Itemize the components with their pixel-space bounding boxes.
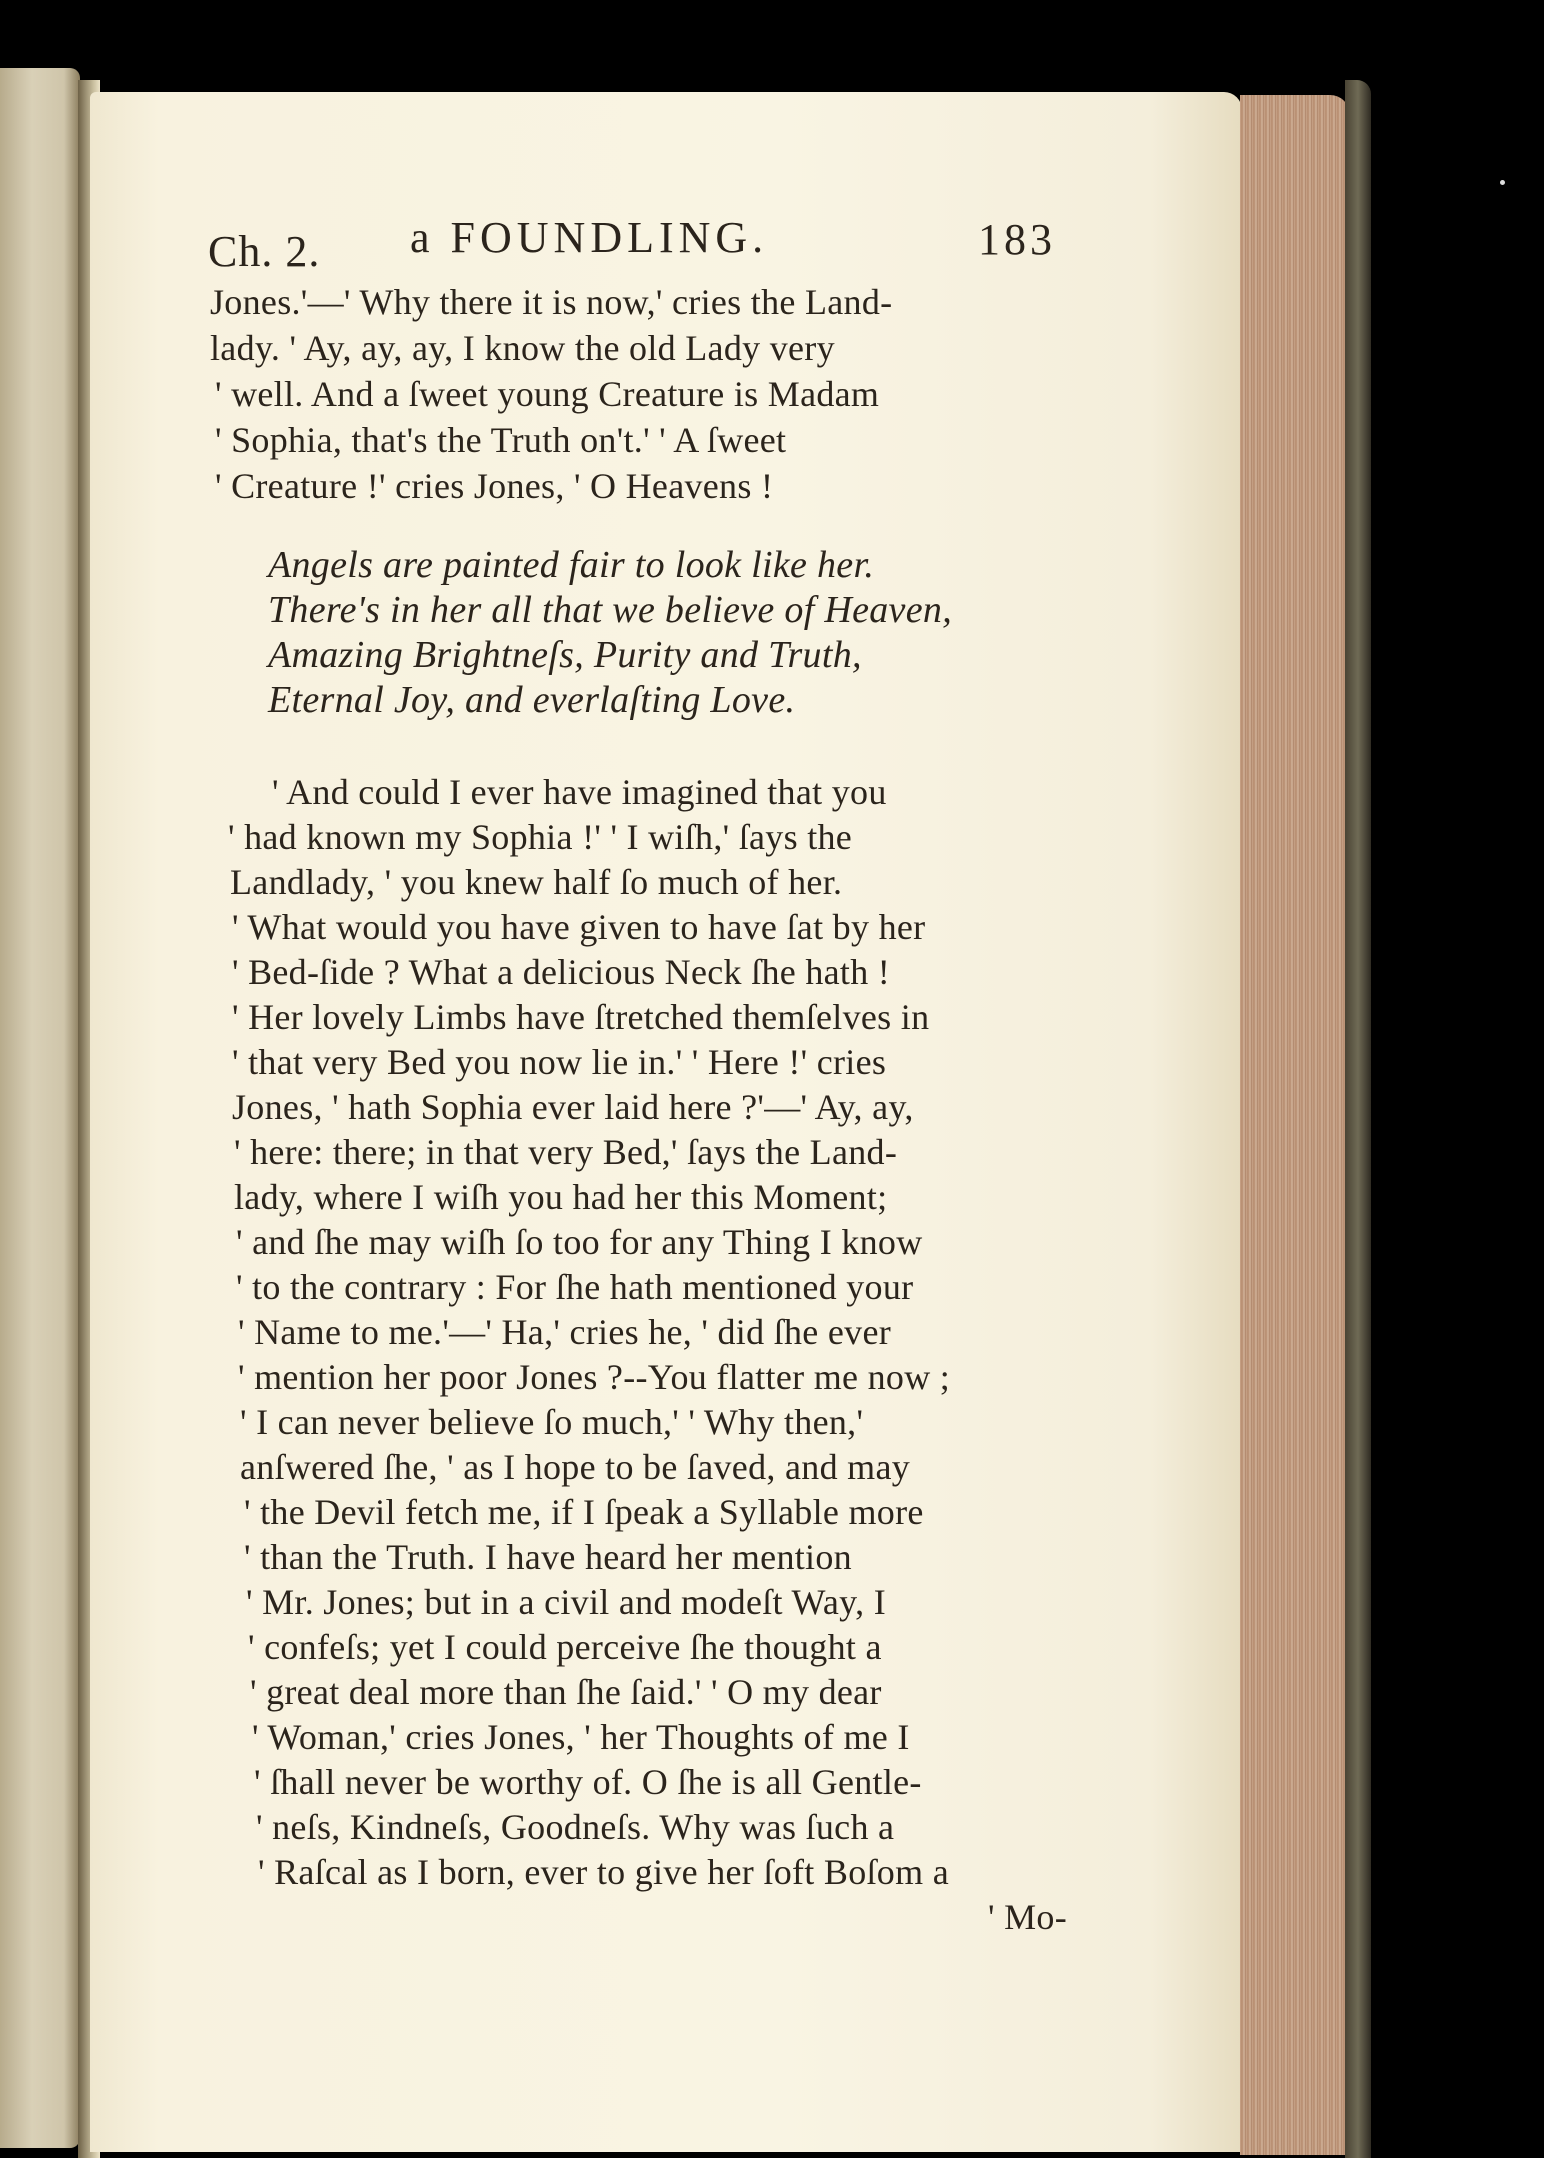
text-line: ' here: there; in that very Bed,' ſays the Land- (234, 1132, 898, 1172)
running-head-chapter: Ch. 2. (208, 227, 321, 276)
text-line: ' great deal more than ſhe ſaid.' ' O my dear (250, 1672, 882, 1712)
text-line: lady. ' Ay, ay, ay, I know the old Lady very (210, 328, 835, 368)
text-line: ' the Devil fetch me, if I ſpeak a Syllable more (244, 1492, 924, 1532)
text-line: ' Woman,' cries Jones, ' her Thoughts of me I (252, 1717, 910, 1757)
text-line: ' had known my Sophia !' ' I wiſh,' ſays the (228, 817, 853, 857)
text-line: ' What would you have given to have ſat by her (232, 907, 926, 947)
text-line: Jones.'—' Why there it is now,' cries the Land- (210, 282, 893, 322)
text-line: Landlady, ' you knew half ſo much of her. (230, 862, 843, 902)
verse-line: There's in her all that we believe of Heaven, (268, 589, 952, 631)
text-line: ' Raſcal as I born, ever to give her ſoft Boſom a (258, 1852, 949, 1892)
text-line: ' to the contrary : For ſhe hath mentioned your (236, 1267, 914, 1307)
text-line: ' Creature !' cries Jones, ' O Heavens ! (215, 466, 774, 506)
text-line: ' Her lovely Limbs have ſtretched themſelves in (232, 997, 930, 1037)
text-line: ' than the Truth. I have heard her mention (244, 1537, 852, 1577)
text-line: ' Mr. Jones; but in a civil and modeſt Way, I (246, 1582, 887, 1622)
text-line: Jones, ' hath Sophia ever laid here ?'—' Ay, ay, (232, 1087, 914, 1127)
text-line: lady, where I wiſh you had her this Moment; (234, 1177, 888, 1217)
running-head-title: a FOUNDLING. (410, 213, 769, 262)
text-line: ' Sophia, that's the Truth on't.' ' A ſweet (215, 420, 787, 460)
page-number: 183 (978, 215, 1056, 264)
text-line: ' neſs, Kindneſs, Goodneſs. Why was ſuch a (256, 1807, 895, 1847)
text-line: ' Name to me.'—' Ha,' cries he, ' did ſhe ever (238, 1312, 892, 1352)
text-line: ' confeſs; yet I could perceive ſhe thought a (248, 1627, 882, 1667)
verse-line: Angels are painted fair to look like her. (268, 544, 875, 586)
verse-line: Eternal Joy, and everlaſting Love. (268, 679, 796, 721)
text-line: ' Bed-ſide ? What a delicious Neck ſhe hath ! (232, 952, 891, 992)
text-line: ' that very Bed you now lie in.' ' Here !' cries (232, 1042, 887, 1082)
text-line: ' and ſhe may wiſh ſo too for any Thing I know (236, 1222, 923, 1262)
text-line: ' I can never believe ſo much,' ' Why then,' (240, 1402, 864, 1442)
text-line: ' And could I ever have imagined that you (272, 772, 887, 812)
text-line: ' well. And a ſweet young Creature is Madam (215, 374, 880, 414)
text-line: anſwered ſhe, ' as I hope to be ſaved, and may (240, 1447, 911, 1487)
catchword: ' Mo- (988, 1897, 1067, 1937)
text-line: ' mention her poor Jones ?--You flatter me now ; (238, 1357, 951, 1397)
text-line: ' ſhall never be worthy of. O ſhe is all Gentle- (254, 1762, 922, 1802)
verse-line: Amazing Brightneſs, Purity and Truth, (268, 634, 862, 676)
